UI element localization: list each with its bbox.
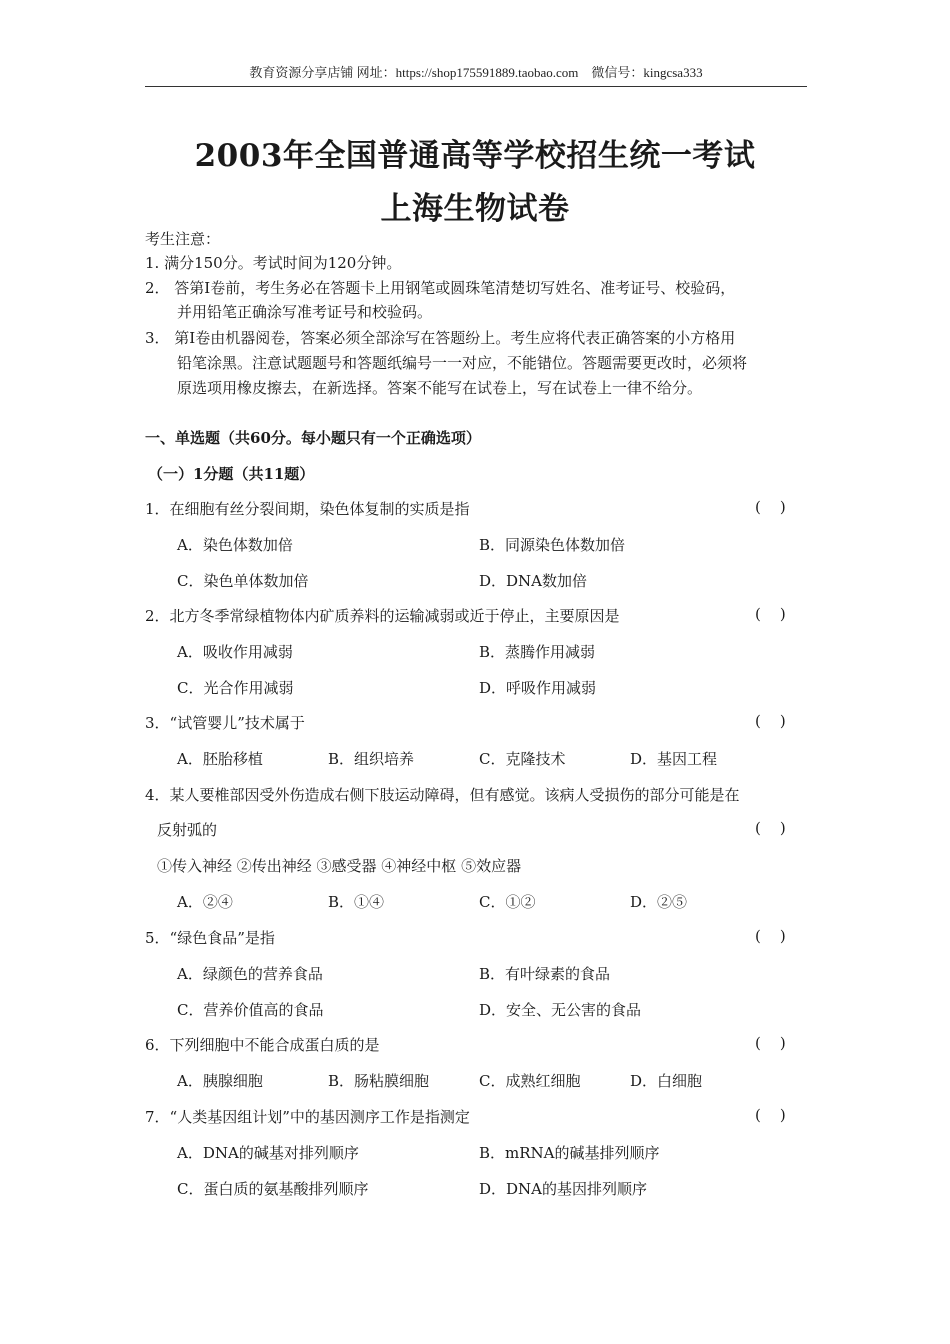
question-3-option-c: C．克隆技术: [479, 750, 566, 768]
question-2-option-d: D．呼吸作用减弱: [479, 679, 597, 697]
answer-blank: ( ): [755, 605, 786, 623]
exam-title: 2003年全国普通高等学校招生统一考试: [194, 138, 756, 174]
question-2-option-a: A．吸收作用减弱: [177, 643, 293, 661]
header-divider: [145, 86, 807, 87]
subsection-heading: （一）1分题（共11题）: [148, 465, 315, 483]
question-4-option-d: D．②⑤: [630, 893, 688, 911]
answer-blank: ( ): [755, 498, 786, 516]
notice-item-3-line-1: 3． 第Ⅰ卷由机器阅卷，答案必须全部涂写在答题纷上。考生应将代表正确答案的小方格用: [145, 329, 736, 347]
question-7-option-a: A．DNA的碱基对排列顺序: [177, 1144, 359, 1162]
question-7-option-c: C．蛋白质的氨基酸排列顺序: [177, 1180, 369, 1198]
notice-item-1: 1. 满分150分。考试时间为120分钟。: [145, 254, 402, 272]
question-7-option-b: B．mRNA的碱基排列顺序: [479, 1144, 660, 1162]
question-1-option-a: A．染色体数加倍: [177, 536, 293, 554]
question-2-option-b: B．蒸腾作用减弱: [479, 643, 596, 661]
notice-heading: 考生注意：: [145, 230, 221, 248]
question-5-stem: 5．“绿色食品”是指: [145, 929, 275, 947]
question-5-option-c: C．营养价值高的食品: [177, 1001, 324, 1019]
page-header: 教育资源分享店铺 网址：https://shop175591889.taobao.com 微信号：kingcsa333: [249, 65, 703, 80]
notice-item-2-line-1: 2． 答第Ⅰ卷前，考生务必在答题卡上用钢笔或圆珠笔清楚切写姓名、准考证号、校验码，: [145, 279, 736, 297]
answer-blank: ( ): [755, 819, 786, 837]
question-1-option-d: D．DNA数加倍: [479, 572, 588, 590]
section-heading: 一、单选题（共60分。每小题只有一个正确选项）: [145, 429, 481, 447]
question-3-option-d: D．基因工程: [630, 750, 718, 768]
question-7-option-d: D．DNA的基因排列顺序: [479, 1180, 648, 1198]
answer-blank: ( ): [755, 712, 786, 730]
exam-subtitle: 上海生物试卷: [380, 191, 570, 227]
question-6-option-c: C．成熟红细胞: [479, 1072, 581, 1090]
question-4-option-c: C．①②: [479, 893, 536, 911]
question-3-option-b: B．组织培养: [328, 750, 415, 768]
question-5-option-d: D．安全、无公害的食品: [479, 1001, 642, 1019]
question-5-option-b: B．有叶绿素的食品: [479, 965, 611, 983]
question-2-stem: 2．北方冬季常绿植物体内矿质养料的运输减弱或近于停止，主要原因是: [145, 607, 620, 625]
question-4-stem-line-2: 反射弧的: [157, 821, 218, 839]
notice-item-3-line-3: 原选项用橡皮擦去，在新选择。答案不能写在试卷上，写在试卷上一律不给分。: [177, 379, 703, 397]
question-6-option-b: B．肠粘膜细胞: [328, 1072, 430, 1090]
notice-item-3-line-2: 铅笔涂黑。注意试题题号和答题纸编号一一对应，不能错位。答题需要更改时，必须将: [177, 354, 748, 372]
question-1-option-c: C．染色单体数加倍: [177, 572, 309, 590]
question-2-option-c: C．光合作用减弱: [177, 679, 294, 697]
question-6-option-d: D．白细胞: [630, 1072, 703, 1090]
question-6-option-a: A．胰腺细胞: [177, 1072, 263, 1090]
question-4-stem-line-1: 4．某人要椎部因受外伤造成右侧下肢运动障碍，但有感觉。该病人受损伤的部分可能是在: [145, 786, 740, 804]
answer-blank: ( ): [755, 927, 786, 945]
answer-blank: ( ): [755, 1034, 786, 1052]
question-4-option-b: B．①④: [328, 893, 385, 911]
notice-item-2-line-2: 并用铅笔正确涂写准考证号和校验码。: [177, 303, 433, 321]
question-6-stem: 6．下列细胞中不能合成蛋白质的是: [145, 1036, 380, 1054]
question-4-option-a: A．②④: [177, 893, 233, 911]
question-3-option-a: A．胚胎移植: [177, 750, 263, 768]
question-1-option-b: B．同源染色体数加倍: [479, 536, 626, 554]
answer-blank: ( ): [755, 1106, 786, 1124]
question-7-stem: 7．“人类基因组计划”中的基因测序工作是指测定: [145, 1108, 470, 1126]
question-5-option-a: A．绿颜色的营养食品: [177, 965, 323, 983]
question-4-items: ①传入神经 ②传出神经 ③感受器 ④神经中枢 ⑤效应器: [157, 857, 522, 875]
question-1-stem: 1．在细胞有丝分裂间期，染色体复制的实质是指: [145, 500, 470, 518]
question-3-stem: 3．“试管婴儿”技术属于: [145, 714, 305, 732]
